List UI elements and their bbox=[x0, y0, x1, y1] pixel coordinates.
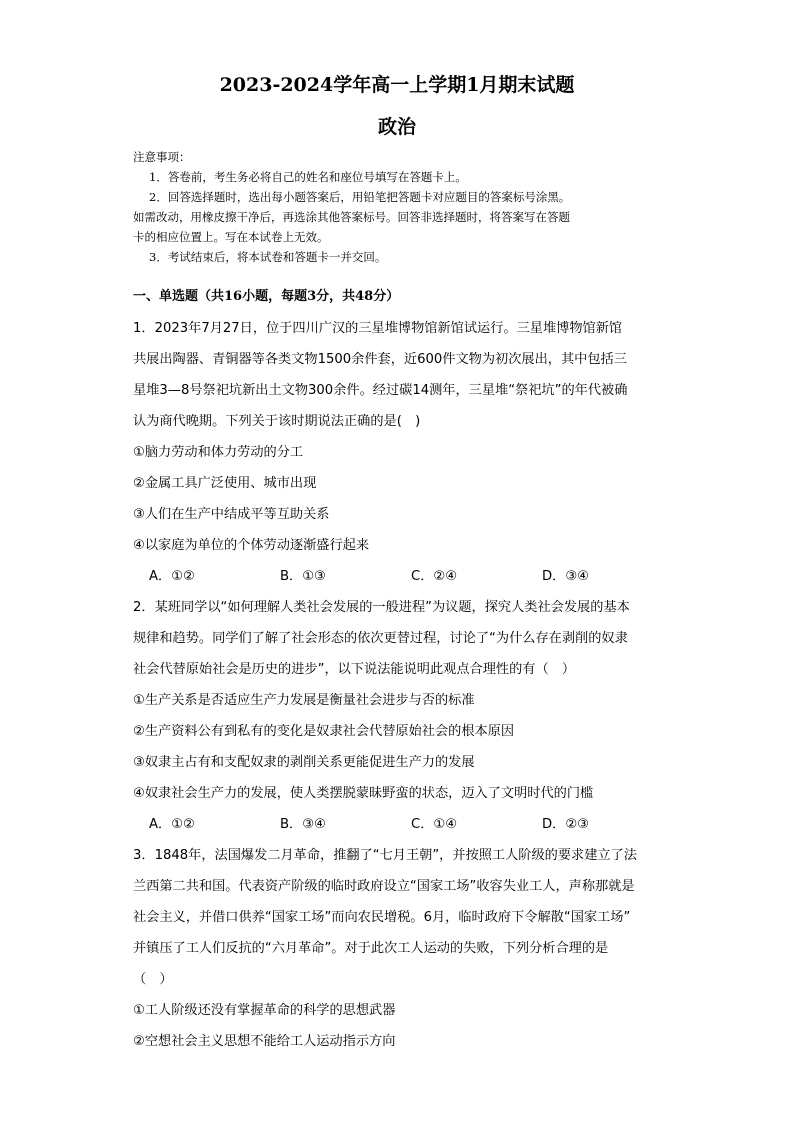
answer-choices bbox=[133, 561, 673, 592]
notes-heading: 注意事项： bbox=[133, 150, 191, 164]
choice-b: B．③④ bbox=[280, 817, 326, 832]
notes-item: 卡的相应位置上。写在本试卷上无效。 bbox=[133, 230, 329, 244]
question-stem-line: 1．2023年7月27日，位于四川广汉的三星堆博物馆新馆试运行。三星堆博物馆新馆 bbox=[133, 321, 623, 336]
question-option: ②空想社会主义思想不能给工人运动指示方向 bbox=[133, 1034, 396, 1049]
question-option: ②生产资料公有到私有的变化是奴隶社会代替原始社会的根本原因 bbox=[133, 724, 515, 739]
question-stem-line: 社会主义，并借口供养“国家工场”而向农民增税。6月，临时政府下令解散“国家工场” bbox=[133, 910, 631, 925]
notes-item: 3．考试结束后，将本试卷和答题卡一并交回。 bbox=[149, 250, 387, 264]
question-stem-line: 星堆3—8号祭祀坑新出土文物300余件。经过碳14测年，三星堆“祭祀坑”的年代被确 bbox=[133, 383, 628, 398]
subject-title: 政治 bbox=[377, 116, 416, 138]
question-stem-line: 2．某班同学以“如何理解人类社会发展的一般进程”为议题，探究人类社会发展的基本 bbox=[133, 600, 630, 615]
choice-d: D．②③ bbox=[542, 817, 589, 832]
question-option: ④以家庭为单位的个体劳动逐渐盛行起来 bbox=[133, 538, 370, 553]
question-stem-line: 共展出陶器、青铜器等各类文物1500余件套，近600件文物为初次展出，其中包括三 bbox=[133, 352, 627, 367]
question-stem-line: （ ） bbox=[133, 972, 173, 987]
choice-d: D．③④ bbox=[542, 569, 589, 584]
question-option: ①脑力劳动和体力劳动的分工 bbox=[133, 445, 304, 460]
question-option: ③人们在生产中结成平等互助关系 bbox=[133, 507, 330, 522]
question-stem-line: 认为商代晚期。下列关于该时期说法正确的是( ) bbox=[133, 414, 421, 429]
choice-a: A．①② bbox=[149, 817, 195, 832]
choice-a: A．①② bbox=[149, 569, 195, 584]
notes-item: 1．答卷前，考生务必将自己的姓名和座位号填写在答题卡上。 bbox=[149, 170, 467, 184]
question-option: ①生产关系是否适应生产力发展是衡量社会进步与否的标准 bbox=[133, 693, 475, 708]
notes-item: 如需改动，用橡皮擦干净后，再选涂其他答案标号。回答非选择题时，将答案写在答题 bbox=[133, 210, 570, 224]
question-option: ③奴隶主占有和支配奴隶的剥削关系更能促进生产力的发展 bbox=[133, 755, 475, 770]
notes-block bbox=[133, 147, 673, 267]
question-stem-line: 社会代替原始社会是历史的进步”，以下说法能说明此观点合理性的有（ ） bbox=[133, 662, 576, 677]
question-stem-line: 3．1848年，法国爆发二月革命，推翻了“七月王朝”，并按照工人阶级的要求建立了法 bbox=[133, 848, 637, 863]
questions-block bbox=[133, 313, 673, 1057]
choice-c: C．②④ bbox=[411, 569, 458, 584]
question-stem-line: 并镇压了工人们反抗的“六月革命”。对于此次工人运动的失败，下列分析合理的是 bbox=[133, 941, 609, 956]
notes-item: 2．回答选择题时，选出每小题答案后，用铅笔把答题卡对应题目的答案标号涂黑。 bbox=[149, 190, 571, 204]
question-stem-line: 规律和趋势。同学们了解了社会形态的依次更替过程，讨论了“为什么存在剥削的奴隶 bbox=[133, 631, 628, 646]
choice-b: B．①③ bbox=[280, 569, 326, 584]
question-option: ②金属工具广泛使用、城市出现 bbox=[133, 476, 317, 491]
exam-title: 2023-2024学年高一上学期1月期末试题 bbox=[219, 74, 575, 96]
choice-c: C．①④ bbox=[411, 817, 458, 832]
section-heading: 一、单选题（共16小题，每题3分，共48分） bbox=[133, 289, 400, 304]
answer-choices bbox=[133, 809, 673, 840]
question-option: ①工人阶级还没有掌握革命的科学的思想武器 bbox=[133, 1003, 396, 1018]
question-option: ④奴隶社会生产力的发展，使人类摆脱蒙昧野蛮的状态，迈入了文明时代的门槛 bbox=[133, 786, 594, 801]
question-stem-line: 兰西第二共和国。代表资产阶级的临时政府设立“国家工场”收容失业工人，声称那就是 bbox=[133, 879, 635, 894]
